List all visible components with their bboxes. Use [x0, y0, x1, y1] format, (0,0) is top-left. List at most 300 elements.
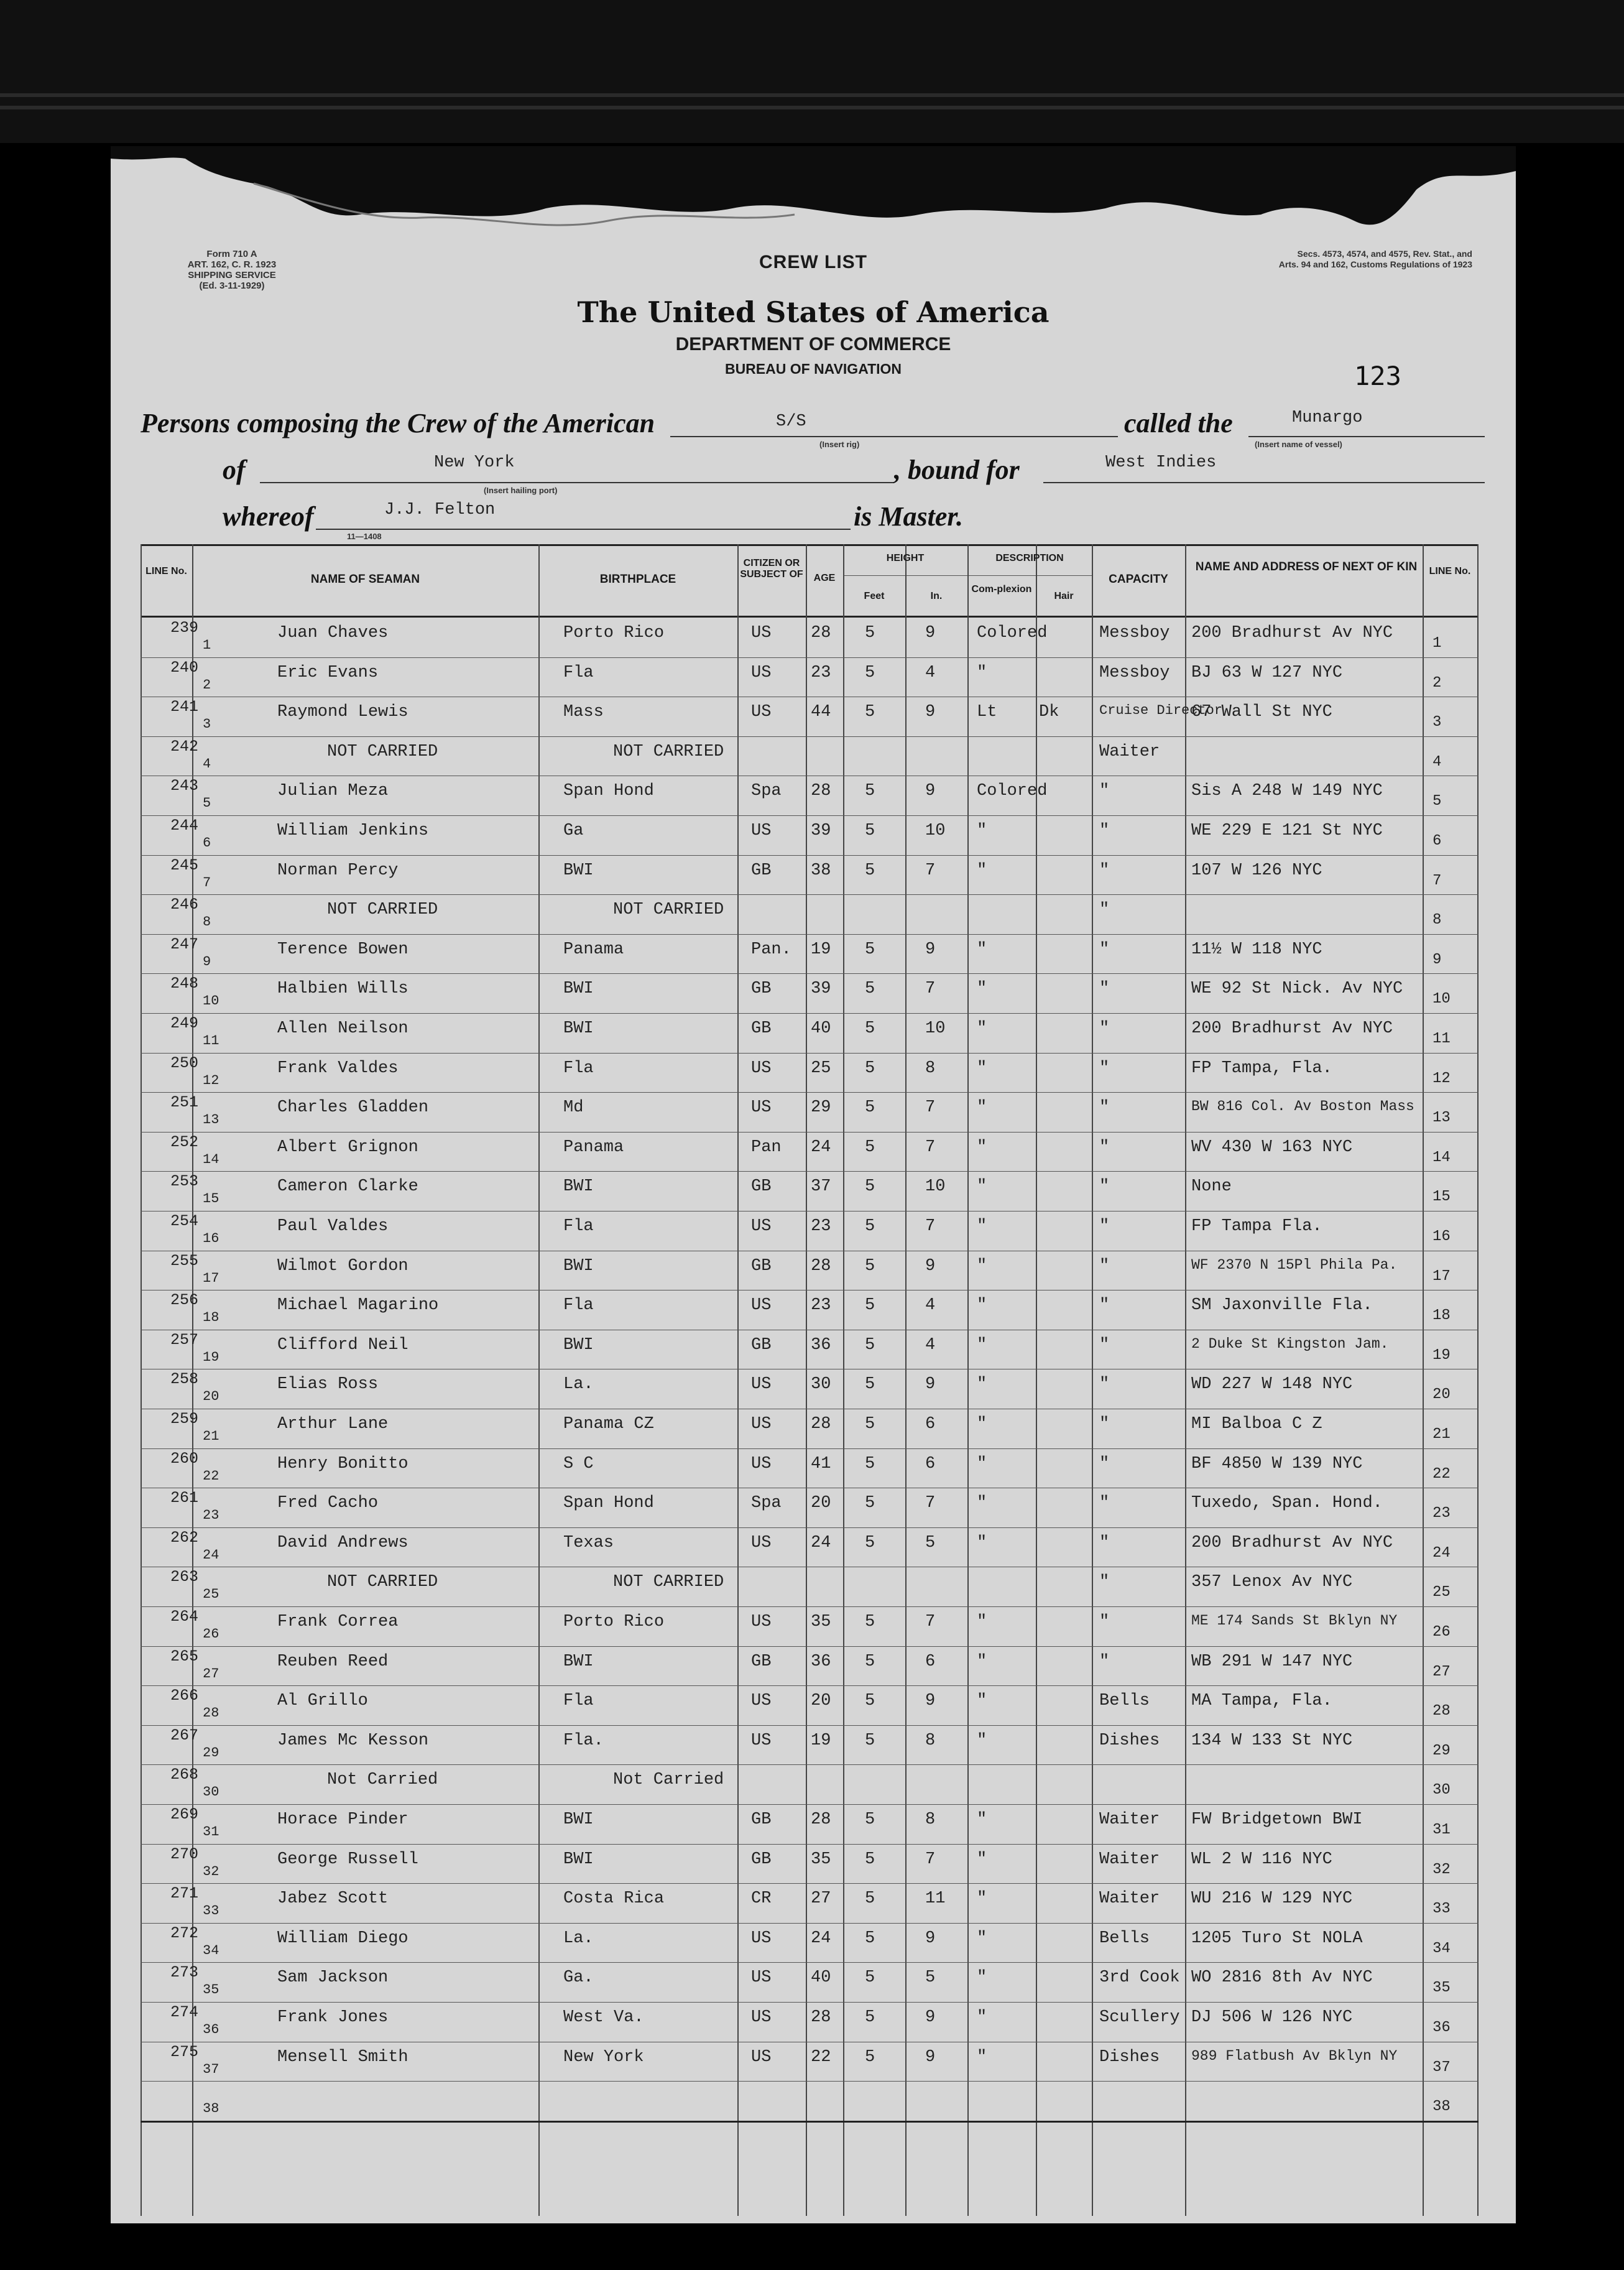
cell-in: 7 — [925, 1098, 936, 1118]
table-row — [141, 855, 1479, 894]
line-number-left: 15 — [203, 1191, 219, 1207]
line-number-left: 6 — [203, 835, 211, 851]
cell-kin: 134 W 133 St NYC — [1191, 1731, 1353, 1750]
cell-cit: US — [751, 1059, 772, 1078]
cell-cit: US — [751, 1454, 772, 1473]
cell-name: Reuben Reed — [277, 1652, 389, 1671]
cell-in: 10 — [925, 1019, 946, 1038]
cell-in: 11 — [925, 1889, 946, 1909]
cell-name: Halbien Wills — [277, 980, 408, 999]
cell-kin: 357 Lenox Av NYC — [1191, 1573, 1353, 1592]
cell-cap: " — [1099, 822, 1110, 840]
cell-in: 7 — [925, 1850, 936, 1869]
line-number-left: 32 — [203, 1863, 219, 1879]
col-header-inches: In. — [930, 591, 943, 601]
line-number-right: 4 — [1433, 753, 1442, 771]
cell-name: Paul Valdes — [277, 1217, 389, 1236]
cell-ft: 5 — [865, 861, 875, 880]
cell-cit: Pan — [751, 1137, 782, 1157]
cell-cit: GB — [751, 1019, 772, 1038]
cell-age: 23 — [811, 1217, 831, 1236]
line-number-right: 37 — [1433, 2059, 1451, 2076]
cell-in: 7 — [925, 1137, 936, 1157]
cell-comp: " — [977, 1019, 987, 1038]
cell-comp: " — [977, 663, 987, 682]
table-row — [141, 2081, 1479, 2120]
hailing-port: New York — [434, 453, 515, 472]
sequence-number: 250 — [170, 1054, 199, 1072]
sequence-number: 248 — [170, 975, 199, 993]
table-row — [141, 1171, 1479, 1210]
sequence-number: 267 — [170, 1726, 199, 1744]
line-number-right: 9 — [1433, 951, 1442, 968]
sequence-number: 256 — [170, 1291, 199, 1310]
cell-age: 24 — [811, 1137, 831, 1157]
bound-label: , bound for — [894, 455, 1020, 485]
line-number-left: 1 — [203, 637, 211, 653]
cell-birth: Fla — [563, 1059, 594, 1078]
cell-in: 6 — [925, 1652, 936, 1671]
cell-in: 5 — [925, 1533, 936, 1552]
cell-comp: " — [977, 1652, 987, 1671]
cell-cit: US — [751, 2008, 772, 2027]
cell-ft: 5 — [865, 1217, 875, 1236]
sequence-number: 254 — [170, 1212, 199, 1230]
scan-edge-stripe — [0, 93, 1624, 97]
cell-ft: 5 — [865, 1137, 875, 1157]
cell-comp: " — [977, 980, 987, 999]
line-number-right: 31 — [1433, 1822, 1451, 1838]
cell-name: Horace Pinder — [277, 1810, 408, 1829]
table-row — [141, 1409, 1479, 1448]
line-number-right: 27 — [1433, 1663, 1451, 1680]
cell-ft: 5 — [865, 1889, 875, 1909]
line-number-left: 20 — [203, 1389, 219, 1405]
cell-age: 23 — [811, 663, 831, 682]
cell-cit: GB — [751, 861, 772, 880]
table-row — [141, 1290, 1479, 1329]
cell-birth: Not Carried — [613, 1771, 724, 1790]
cell-age: 39 — [811, 980, 831, 999]
cell-ft: 5 — [865, 1335, 875, 1355]
cell-cit: GB — [751, 980, 772, 999]
sequence-number: 262 — [170, 1528, 199, 1547]
cell-kin: WF 2370 N 15Pl Phila Pa. — [1191, 1256, 1398, 1273]
cell-age: 28 — [811, 782, 831, 801]
cell-ft: 5 — [865, 1810, 875, 1829]
cell-in: 9 — [925, 782, 936, 801]
table-row — [141, 1962, 1479, 2001]
cell-comp: " — [977, 861, 987, 880]
line-number-left: 16 — [203, 1231, 219, 1246]
cell-name: Norman Percy — [277, 861, 399, 880]
cell-cit: US — [751, 624, 772, 642]
table-row — [141, 1606, 1479, 1646]
sequence-number: 242 — [170, 737, 199, 756]
cell-comp: " — [977, 1533, 987, 1552]
line-number-left: 25 — [203, 1587, 219, 1603]
line-number-left: 38 — [203, 2101, 219, 2117]
cell-comp: " — [977, 1059, 987, 1078]
cell-comp: " — [977, 1494, 987, 1513]
line-number-right: 25 — [1433, 1584, 1451, 1601]
master-fill-line — [316, 529, 851, 530]
cell-kin: MI Balboa C Z — [1191, 1415, 1322, 1434]
col-header-citizen: CITIZEN OR SUBJECT OF — [740, 558, 803, 580]
cell-cap: " — [1099, 1098, 1110, 1118]
sequence-number: 258 — [170, 1370, 199, 1389]
cell-cit: CR — [751, 1889, 772, 1909]
cell-cap: " — [1099, 901, 1110, 920]
cell-comp: " — [977, 1692, 987, 1711]
cell-name: David Andrews — [277, 1533, 408, 1552]
cell-kin: 107 W 126 NYC — [1191, 861, 1322, 880]
cell-name: NOT CARRIED — [327, 901, 438, 920]
line-number-left: 18 — [203, 1310, 219, 1326]
col-header-hair: Hair — [1054, 591, 1074, 601]
cell-ft: 5 — [865, 1415, 875, 1434]
cell-kin: WE 229 E 121 St NYC — [1191, 822, 1383, 840]
cell-age: 28 — [811, 1256, 831, 1276]
scan-background-top — [0, 0, 1624, 143]
sequence-number: 268 — [170, 1766, 199, 1784]
cell-comp: " — [977, 940, 987, 959]
cell-name: Raymond Lewis — [277, 703, 408, 722]
cell-ft: 5 — [865, 1059, 875, 1078]
line-number-right: 6 — [1433, 833, 1442, 850]
cell-age: 35 — [811, 1613, 831, 1631]
line-number-left: 10 — [203, 993, 219, 1009]
line-number-right: 13 — [1433, 1110, 1451, 1127]
table-row — [141, 776, 1479, 815]
sequence-number: 244 — [170, 817, 199, 835]
print-code: 11—1408 — [347, 532, 382, 541]
cell-ft: 5 — [865, 1968, 875, 1988]
line-number-right: 16 — [1433, 1228, 1451, 1245]
cell-in: 7 — [925, 1217, 936, 1236]
cell-cap: " — [1099, 1415, 1110, 1434]
cell-kin: WD 227 W 148 NYC — [1191, 1375, 1353, 1394]
cell-name: Jabez Scott — [277, 1889, 389, 1909]
cell-kin: 67 Wall St NYC — [1191, 703, 1332, 722]
cell-comp: " — [977, 1810, 987, 1829]
table-row — [141, 1567, 1479, 1606]
cell-cap: Cruise Director — [1099, 703, 1223, 719]
cell-kin: 1205 Turo St NOLA — [1191, 1929, 1363, 1948]
line-number-left: 3 — [203, 716, 211, 733]
sequence-number: 241 — [170, 698, 199, 716]
line-number-right: 3 — [1433, 714, 1442, 731]
cell-cap: " — [1099, 1217, 1110, 1236]
line-number-left: 30 — [203, 1784, 219, 1800]
cell-cap: " — [1099, 1335, 1110, 1355]
line-number-right: 18 — [1433, 1307, 1451, 1325]
cell-name: Elias Ross — [277, 1375, 379, 1394]
cell-name: Mensell Smith — [277, 2047, 408, 2067]
called-label: called the — [1124, 408, 1233, 438]
cell-ft: 5 — [865, 1494, 875, 1513]
cell-birth: Fla — [563, 663, 594, 682]
line-number-right: 11 — [1433, 1031, 1451, 1047]
sequence-number: 240 — [170, 658, 199, 677]
cell-in: 9 — [925, 940, 936, 959]
vessel-name: Munargo — [1292, 409, 1363, 427]
cell-cit: US — [751, 822, 772, 840]
port-hint: (Insert hailing port) — [484, 486, 558, 495]
line-number-right: 29 — [1433, 1742, 1451, 1759]
persons-label: Persons composing the Crew of the American — [141, 408, 655, 438]
cell-age: 19 — [811, 940, 831, 959]
cell-name: James Mc Kesson — [277, 1731, 429, 1750]
cell-kin: BF 4850 W 139 NYC — [1191, 1454, 1363, 1473]
cell-comp: " — [977, 1137, 987, 1157]
table-row — [141, 1132, 1479, 1171]
cell-name: Frank Valdes — [277, 1059, 399, 1078]
cell-ft: 5 — [865, 2047, 875, 2067]
cell-kin: 200 Bradhurst Av NYC — [1191, 624, 1393, 642]
cell-birth: Porto Rico — [563, 624, 665, 642]
cell-cap: Waiter — [1099, 1889, 1160, 1909]
of-label: of — [223, 455, 246, 485]
col-header-birthplace: BIRTHPLACE — [599, 573, 676, 586]
cell-ft: 5 — [865, 1454, 875, 1473]
cell-comp: Colored — [977, 782, 1048, 801]
line-number-right: 20 — [1433, 1386, 1451, 1404]
cell-cit: US — [751, 1375, 772, 1394]
line-number-right: 30 — [1433, 1782, 1451, 1799]
cell-name: Allen Neilson — [277, 1019, 408, 1038]
cell-ft: 5 — [865, 1533, 875, 1552]
cell-age: 41 — [811, 1454, 831, 1473]
cell-cap: " — [1099, 1454, 1110, 1473]
cell-birth: Texas — [563, 1533, 614, 1552]
table-row — [141, 1804, 1479, 1843]
line-number-left: 5 — [203, 795, 211, 812]
cell-cit: GB — [751, 1256, 772, 1276]
cell-kin: WB 291 W 147 NYC — [1191, 1652, 1353, 1671]
cell-cap: Waiter — [1099, 1850, 1160, 1869]
cell-cap: 3rd Cook — [1099, 1968, 1180, 1988]
line-number-left: 23 — [203, 1508, 219, 1524]
table-row — [141, 618, 1479, 657]
line-number-right: 33 — [1433, 1901, 1451, 1918]
cell-birth: Costa Rica — [563, 1889, 665, 1909]
table-row — [141, 1211, 1479, 1250]
line-number-left: 14 — [203, 1151, 219, 1167]
cell-ft: 5 — [865, 663, 875, 682]
cell-kin: 200 Bradhurst Av NYC — [1191, 1019, 1393, 1038]
cell-cit: Pan. — [751, 940, 791, 959]
table-row — [141, 1527, 1479, 1567]
line-number-right: 5 — [1433, 793, 1442, 810]
line-number-right: 2 — [1433, 674, 1442, 692]
cell-in: 9 — [925, 1375, 936, 1394]
cell-name: Frank Correa — [277, 1613, 399, 1631]
table-row — [141, 1725, 1479, 1764]
cell-name: Arthur Lane — [277, 1415, 389, 1434]
cell-birth: Porto Rico — [563, 1613, 665, 1631]
cell-cap: " — [1099, 1494, 1110, 1513]
sequence-number: 270 — [170, 1845, 199, 1863]
cell-age: 28 — [811, 1415, 831, 1434]
line-number-left: 17 — [203, 1270, 219, 1286]
line-number-right: 10 — [1433, 991, 1451, 1008]
cell-birth: NOT CARRIED — [613, 1573, 724, 1592]
cell-birth: Fla — [563, 1217, 594, 1236]
cell-ft: 5 — [865, 1256, 875, 1276]
cell-cit: US — [751, 1533, 772, 1552]
cell-comp: " — [977, 1850, 987, 1869]
cell-cap: " — [1099, 1652, 1110, 1671]
cell-name: George Russell — [277, 1850, 418, 1869]
line-number-right: 35 — [1433, 1980, 1451, 1997]
cell-kin: FP Tampa, Fla. — [1191, 1059, 1332, 1078]
sequence-number: 272 — [170, 1924, 199, 1942]
table-row — [141, 934, 1479, 973]
cell-comp: " — [977, 1731, 987, 1750]
statute-line: Arts. 94 and 162, Customs Regulations of 1923 — [1278, 259, 1472, 269]
cell-cap: " — [1099, 1256, 1110, 1276]
department-heading: DEPARTMENT OF COMMERCE — [675, 334, 951, 354]
line-number-right: 28 — [1433, 1703, 1451, 1720]
cell-birth: Span Hond — [563, 1494, 654, 1513]
cell-birth: Panama — [563, 1137, 624, 1157]
line-number-left: 26 — [203, 1626, 219, 1642]
line-number-right: 8 — [1433, 912, 1442, 929]
cell-birth: Panama CZ — [563, 1415, 654, 1434]
line-number-left: 19 — [203, 1349, 219, 1365]
line-number-left: 13 — [203, 1112, 219, 1128]
line-number-right: 21 — [1433, 1426, 1451, 1443]
cell-birth: BWI — [563, 1652, 594, 1671]
cell-cit: US — [751, 703, 772, 722]
cell-cit: GB — [751, 1177, 772, 1197]
master-name: J.J. Felton — [384, 501, 496, 519]
sequence-number: 273 — [170, 1963, 199, 1982]
cell-age: 30 — [811, 1375, 831, 1394]
vessel-hint: (Insert name of vessel) — [1255, 440, 1342, 449]
col-header-age: AGE — [813, 573, 836, 583]
line-number-left: 22 — [203, 1468, 219, 1484]
cell-birth: Fla. — [563, 1731, 604, 1750]
sequence-number: 253 — [170, 1172, 199, 1191]
cell-name: Clifford Neil — [277, 1335, 408, 1355]
cell-cit: Spa — [751, 1494, 782, 1513]
line-number-left: 7 — [203, 874, 211, 891]
cell-kin: DJ 506 W 126 NYC — [1191, 2008, 1353, 2027]
cell-age: 38 — [811, 861, 831, 880]
cell-in: 10 — [925, 822, 946, 840]
cell-ft: 5 — [865, 1929, 875, 1948]
cell-age: 19 — [811, 1731, 831, 1750]
cell-ft: 5 — [865, 1177, 875, 1197]
cell-cit: GB — [751, 1652, 772, 1671]
cell-name: Frank Jones — [277, 2008, 389, 2027]
sequence-number: 261 — [170, 1489, 199, 1508]
cell-in: 7 — [925, 980, 936, 999]
line-number-left: 34 — [203, 1942, 219, 1958]
cell-name: Julian Meza — [277, 782, 389, 801]
table-row — [141, 894, 1479, 933]
cell-kin: FW Bridgetown BWI — [1191, 1810, 1363, 1829]
cell-cap: " — [1099, 940, 1110, 959]
cell-kin: None — [1191, 1177, 1232, 1197]
cell-kin: WO 2816 8th Av NYC — [1191, 1968, 1373, 1988]
cell-comp: Colored — [977, 624, 1048, 642]
cell-cit: US — [751, 1692, 772, 1711]
cell-age: 28 — [811, 624, 831, 642]
col-header-capacity: CAPACITY — [1109, 573, 1168, 586]
cell-ft: 5 — [865, 980, 875, 999]
cell-birth: NOT CARRIED — [613, 901, 724, 920]
table-row — [141, 1844, 1479, 1883]
cell-kin: FP Tampa Fla. — [1191, 1217, 1322, 1236]
cell-kin: ME 174 Sands St Bklyn NY — [1191, 1613, 1398, 1629]
cell-cit: Spa — [751, 782, 782, 801]
cell-comp: " — [977, 1217, 987, 1236]
sequence-number: 269 — [170, 1805, 199, 1823]
cell-name: Sam Jackson — [277, 1968, 389, 1988]
cell-kin: 2 Duke St Kingston Jam. — [1191, 1335, 1389, 1352]
cell-cit: GB — [751, 1335, 772, 1355]
cell-age: 25 — [811, 1059, 831, 1078]
cell-cit: US — [751, 2047, 772, 2067]
table-row — [141, 1369, 1479, 1408]
table-row — [141, 1251, 1479, 1290]
cell-kin: WL 2 W 116 NYC — [1191, 1850, 1332, 1869]
cell-name: NOT CARRIED — [327, 1573, 438, 1592]
table-row — [141, 1053, 1479, 1092]
table-row — [141, 1764, 1479, 1804]
cell-cap: " — [1099, 980, 1110, 999]
whereof-label: whereof — [223, 501, 314, 532]
line-number-left: 24 — [203, 1547, 219, 1563]
cell-kin: 11½ W 118 NYC — [1191, 940, 1322, 959]
sequence-number: 246 — [170, 896, 199, 914]
cell-cap: " — [1099, 1137, 1110, 1157]
vessel-fill-line — [1248, 436, 1485, 437]
cell-ft: 5 — [865, 940, 875, 959]
statute-line: Secs. 4573, 4574, and 4575, Rev. Stat., and — [1297, 249, 1472, 259]
cell-comp: " — [977, 1098, 987, 1118]
cell-comp: Lt — [977, 703, 997, 722]
form-ref-line: (Ed. 3-11-1929) — [199, 280, 265, 291]
cell-ft: 5 — [865, 1296, 875, 1315]
cell-cap: " — [1099, 1296, 1110, 1315]
cell-cit: US — [751, 1929, 772, 1948]
cell-ft: 5 — [865, 2008, 875, 2027]
cell-cap: Messboy — [1099, 663, 1170, 682]
cell-ft: 5 — [865, 1692, 875, 1711]
destination: West Indies — [1105, 453, 1217, 472]
cell-age: 35 — [811, 1850, 831, 1869]
cell-comp: " — [977, 1177, 987, 1197]
cell-birth: BWI — [563, 861, 594, 880]
cell-in: 7 — [925, 1613, 936, 1631]
cell-name: William Jenkins — [277, 822, 429, 840]
table-row — [141, 1923, 1479, 1962]
sequence-number: 252 — [170, 1133, 199, 1151]
cell-name: NOT CARRIED — [327, 742, 438, 761]
cell-in: 9 — [925, 2047, 936, 2067]
cell-kin: 989 Flatbush Av Bklyn NY — [1191, 2047, 1398, 2064]
cell-comp: " — [977, 2008, 987, 2027]
col-header-height: HEIGHT — [886, 553, 925, 563]
cell-cit: US — [751, 1613, 772, 1631]
sequence-number: 245 — [170, 856, 199, 874]
cell-age: 24 — [811, 1929, 831, 1948]
table-row — [141, 1013, 1479, 1052]
